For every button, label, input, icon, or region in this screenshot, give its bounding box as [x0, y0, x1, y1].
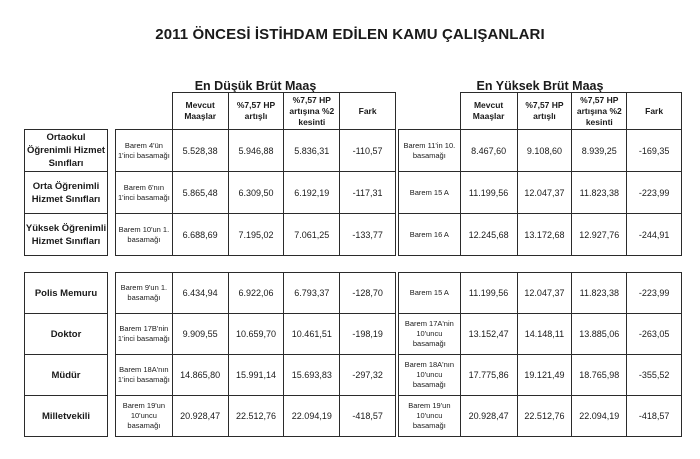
value-cell: 9.909,55 [172, 314, 228, 355]
value-cell: 5.836,31 [284, 130, 340, 172]
value-cell: -418,57 [627, 396, 682, 437]
barem-cell: Barem 10'un 1. basamağı [116, 214, 173, 256]
value-cell: 6.192,19 [284, 172, 340, 214]
value-cell: -198,19 [340, 314, 396, 355]
barem-cell: Barem 18A'nın 1'inci basamağı [116, 355, 173, 396]
row-label: Orta Öğrenimli Hizmet Sınıfları [25, 172, 108, 214]
value-cell: 12.047,37 [517, 273, 572, 314]
row-label: Yüksek Öğrenimli Hizmet Sınıfları [25, 214, 108, 256]
value-cell: 9.108,60 [517, 130, 572, 172]
value-cell: 15.693,83 [284, 355, 340, 396]
min-table-bottom [115, 272, 396, 437]
value-cell: -110,57 [340, 130, 396, 172]
value-cell: 19.121,49 [517, 355, 572, 396]
max-table-bottom [398, 272, 682, 437]
value-cell: 13.172,68 [517, 214, 572, 256]
value-cell: 11.199,56 [460, 273, 517, 314]
barem-cell: Barem 17B'nin 1'inci basamağı [116, 314, 173, 355]
value-cell: 6.793,37 [284, 273, 340, 314]
max-table-top [398, 92, 682, 256]
value-cell: 8.467,60 [460, 130, 517, 172]
barem-cell: Barem 18A'nın 10'uncu basamağı [399, 355, 461, 396]
value-cell: 10.461,51 [284, 314, 340, 355]
value-cell: 17.775,86 [460, 355, 517, 396]
max-section-title: En Yüksek Brüt Maaş [476, 79, 604, 93]
barem-cell: Barem 6'nın 1'inci basamağı [116, 172, 173, 214]
value-cell: 18.765,98 [572, 355, 627, 396]
value-cell: 14.148,11 [517, 314, 572, 355]
header-increase: %7,57 HP artışlı [228, 93, 284, 130]
barem-cell: Barem 17A'nin 10'uncu basamağı [399, 314, 461, 355]
value-cell: 14.865,80 [172, 355, 228, 396]
header-deduction: %7,57 HP artışına %2 kesinti [284, 93, 340, 130]
group-labels-top [24, 129, 108, 256]
row-label: Doktor [25, 314, 108, 355]
barem-cell: Barem 4'ün 1'inci basamağı [116, 130, 173, 172]
group-labels-bottom [24, 272, 108, 437]
header-difference: Fark [627, 93, 682, 130]
min-table-top [115, 92, 396, 256]
row-label: Ortaokul Öğrenimli Hizmet Sınıfları [25, 130, 108, 172]
value-cell: -223,99 [627, 273, 682, 314]
value-cell: 5.865,48 [172, 172, 228, 214]
barem-cell: Barem 16 A [399, 214, 461, 256]
value-cell: 11.823,38 [572, 273, 627, 314]
value-cell: 22.512,76 [228, 396, 284, 437]
value-cell: -128,70 [340, 273, 396, 314]
value-cell: 8.939,25 [572, 130, 627, 172]
row-label: Polis Memuru [25, 273, 108, 314]
value-cell: -133,77 [340, 214, 396, 256]
row-label: Müdür [25, 355, 108, 396]
value-cell: 6.309,50 [228, 172, 284, 214]
value-cell: 13.152,47 [460, 314, 517, 355]
value-cell: 5.528,38 [172, 130, 228, 172]
value-cell: -244,91 [627, 214, 682, 256]
value-cell: -263,05 [627, 314, 682, 355]
value-cell: 11.199,56 [460, 172, 517, 214]
barem-cell: Barem 19'un 10'uncu basamağı [116, 396, 173, 437]
value-cell: 11.823,38 [572, 172, 627, 214]
barem-cell: Barem 9'un 1. basamağı [116, 273, 173, 314]
value-cell: 22.512,76 [517, 396, 572, 437]
header-current: Mevcut Maaşlar [172, 93, 228, 130]
value-cell: 10.659,70 [228, 314, 284, 355]
value-cell: 6.922,06 [228, 273, 284, 314]
value-cell: -355,52 [627, 355, 682, 396]
value-cell: 12.047,37 [517, 172, 572, 214]
row-label: Milletvekili [25, 396, 108, 437]
barem-cell: Barem 19'un 10'uncu basamağı [399, 396, 461, 437]
min-section-title: En Düşük Brüt Maaş [194, 79, 317, 93]
barem-cell: Barem 11'in 10. basamağı [399, 130, 461, 172]
value-cell: -169,35 [627, 130, 682, 172]
value-cell: 20.928,47 [460, 396, 517, 437]
header-current: Mevcut Maaşlar [460, 93, 517, 130]
value-cell: 6.688,69 [172, 214, 228, 256]
value-cell: -223,99 [627, 172, 682, 214]
value-cell: 7.061,25 [284, 214, 340, 256]
value-cell: 22.094,19 [572, 396, 627, 437]
barem-cell: Barem 15 A [399, 273, 461, 314]
value-cell: 13.885,06 [572, 314, 627, 355]
value-cell: 5.946,88 [228, 130, 284, 172]
value-cell: -418,57 [340, 396, 396, 437]
value-cell: 12.927,76 [572, 214, 627, 256]
value-cell: 22.094,19 [284, 396, 340, 437]
header-increase: %7,57 HP artışlı [517, 93, 572, 130]
value-cell: 20.928,47 [172, 396, 228, 437]
value-cell: 6.434,94 [172, 273, 228, 314]
header-deduction: %7,57 HP artışına %2 kesinti [572, 93, 627, 130]
page-title: 2011 ÖNCESİ İSTİHDAM EDİLEN KAMU ÇALIŞANLARI [155, 26, 545, 43]
value-cell: 15.991,14 [228, 355, 284, 396]
value-cell: 12.245,68 [460, 214, 517, 256]
header-difference: Fark [340, 93, 396, 130]
barem-cell: Barem 15 A [399, 172, 461, 214]
value-cell: -117,31 [340, 172, 396, 214]
value-cell: 7.195,02 [228, 214, 284, 256]
value-cell: -297,32 [340, 355, 396, 396]
